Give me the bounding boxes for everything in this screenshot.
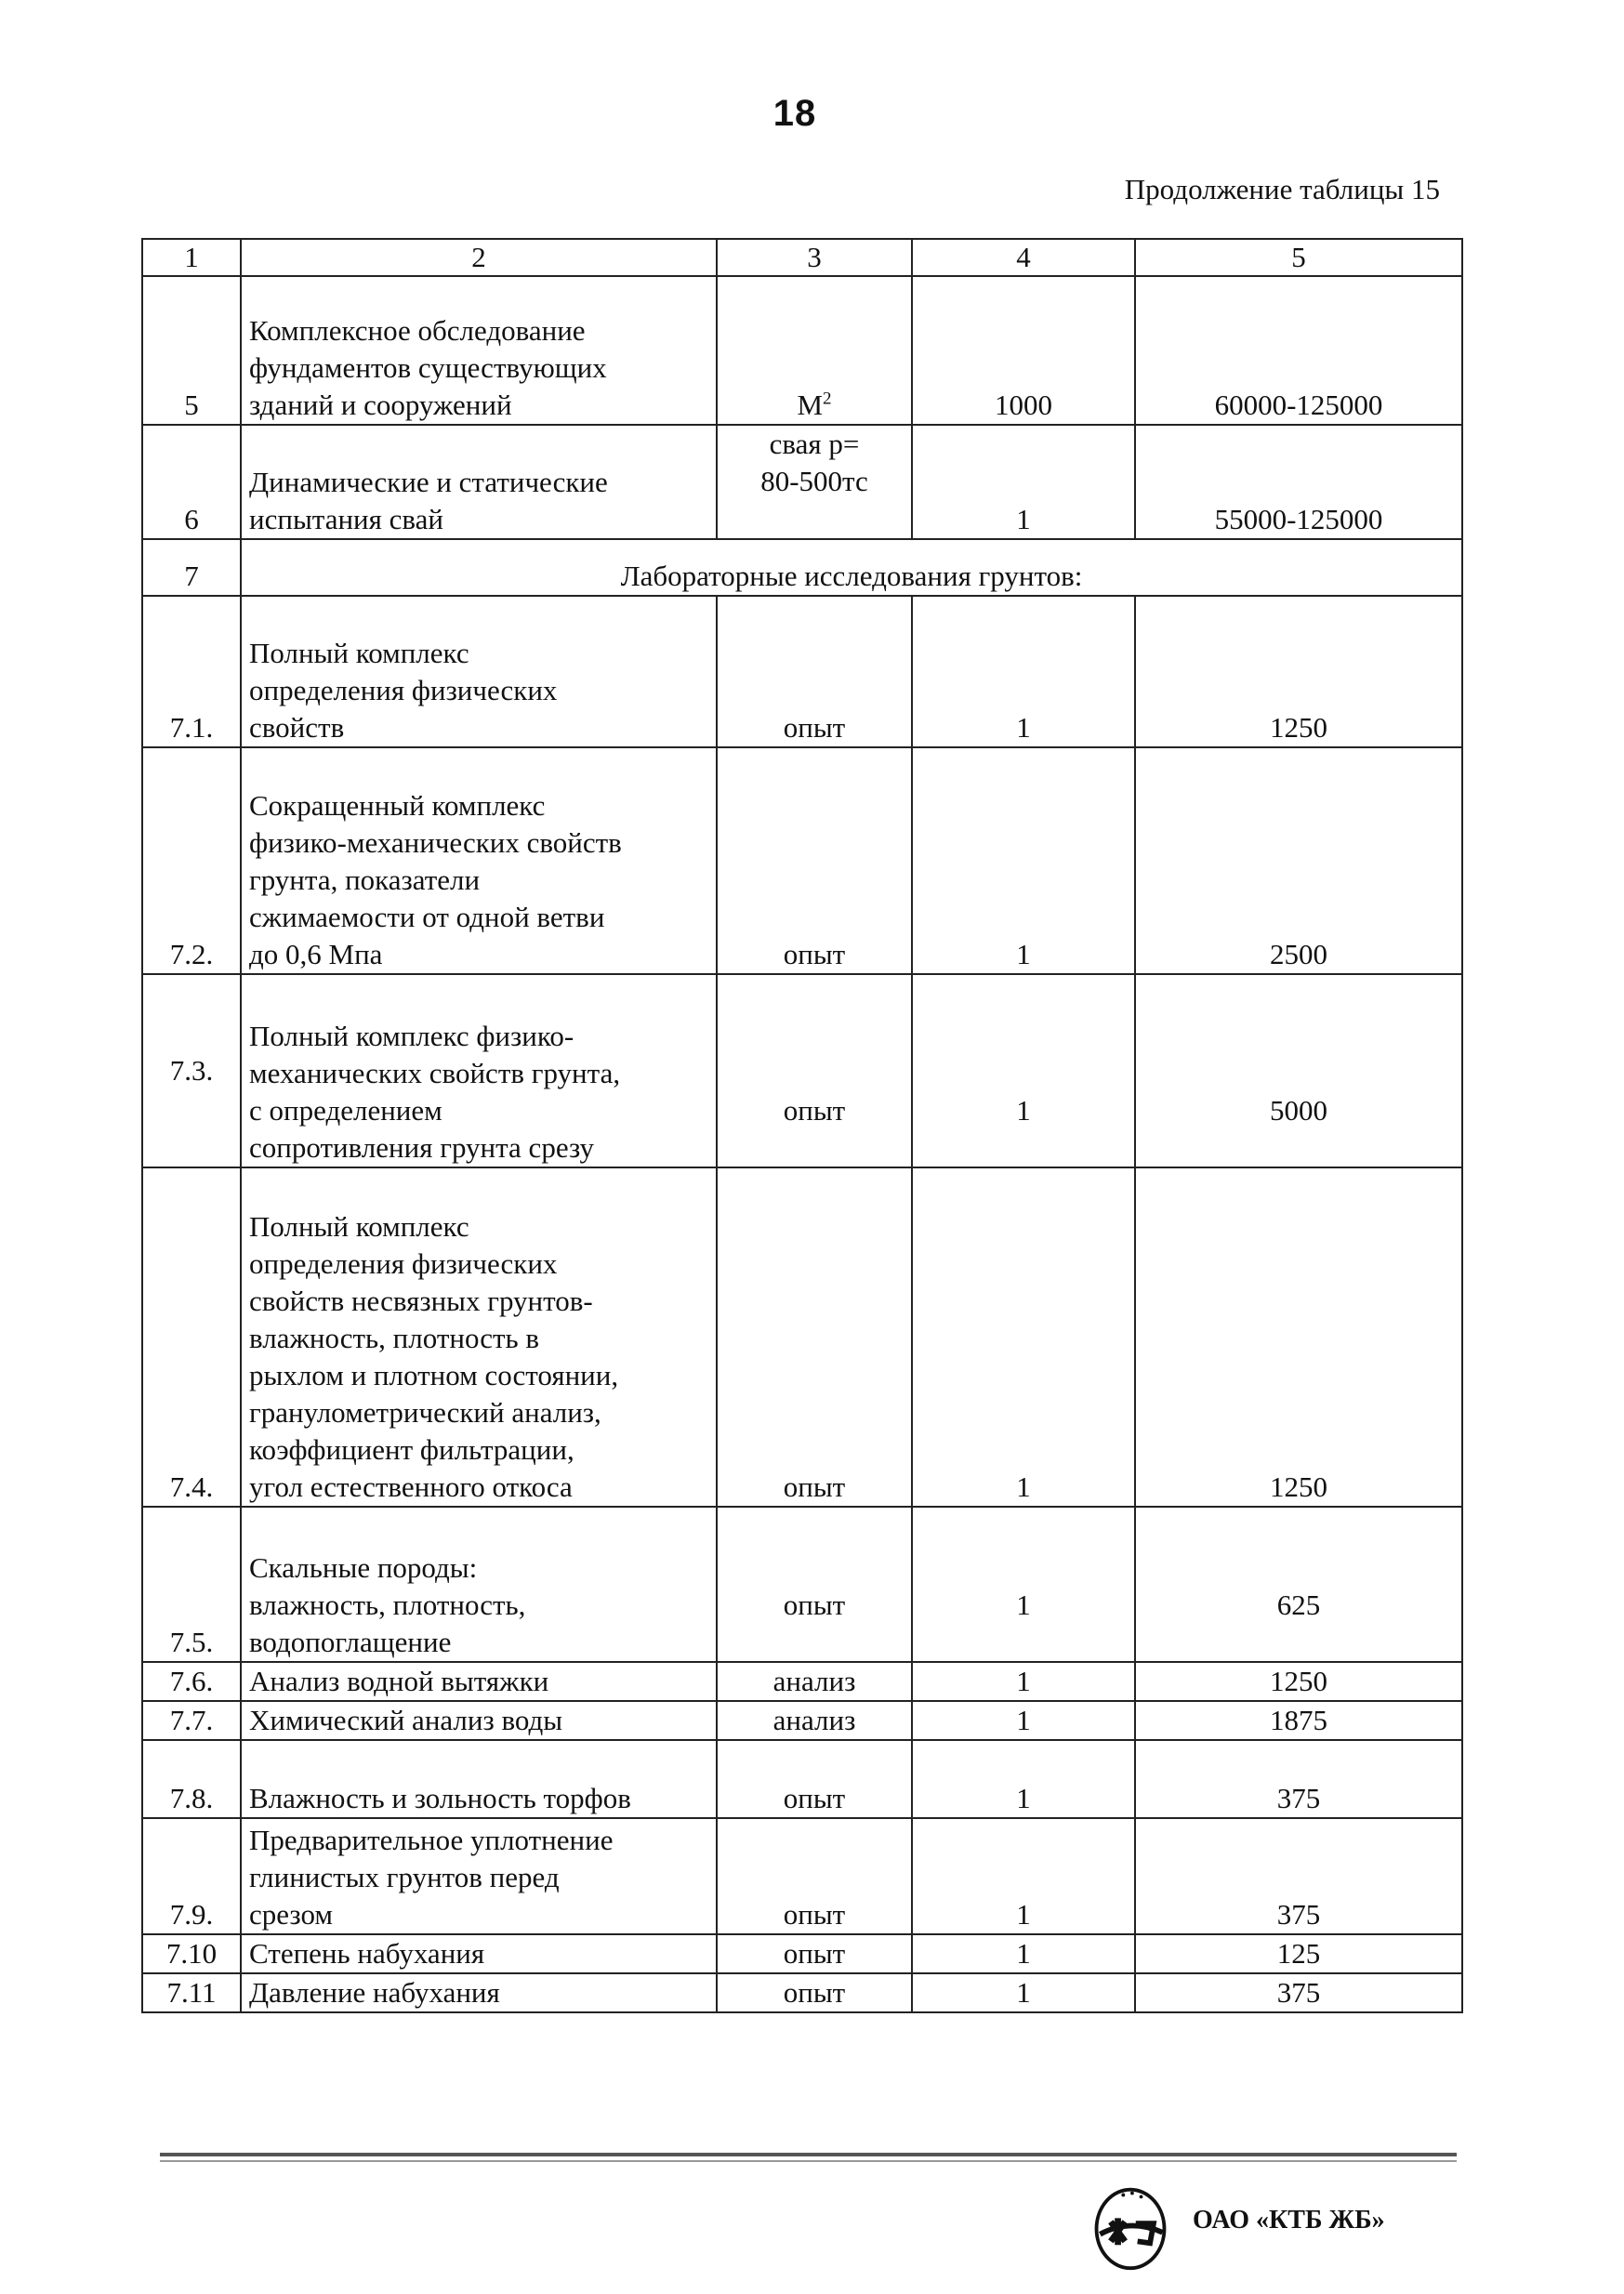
description-line: Сокращенный комплекс — [249, 789, 546, 822]
description-line: Полный комплекс — [249, 1210, 469, 1243]
row-number: 7.11 — [142, 1973, 241, 2012]
price-table — [141, 238, 1463, 2013]
column-header: 5 — [1135, 239, 1462, 276]
work-description — [241, 1934, 717, 1973]
price-cell: 375 — [1135, 1740, 1462, 1818]
price-cell: 125 — [1135, 1934, 1462, 1973]
description-line: влажность, плотность, — [249, 1589, 526, 1621]
table-row — [142, 1973, 1462, 2012]
work-description — [241, 1507, 717, 1662]
work-description — [241, 974, 717, 1167]
unit-cell: опыт — [717, 1934, 912, 1973]
work-description — [241, 1662, 717, 1701]
table-row — [142, 1934, 1462, 1973]
description-line: фундаментов существующих — [249, 351, 607, 384]
description-line: Анализ водной вытяжки — [249, 1665, 549, 1697]
work-description — [241, 1818, 717, 1934]
quantity-cell: 1 — [912, 1167, 1135, 1507]
unit-text: М — [797, 389, 824, 421]
price-cell: 375 — [1135, 1818, 1462, 1934]
work-description — [241, 276, 717, 425]
row-number: 7.2. — [142, 747, 241, 974]
table-row — [142, 596, 1462, 747]
description-line: физико-механических свойств — [249, 826, 622, 859]
table-row — [142, 974, 1462, 1167]
description-line: грунта, показатели — [249, 864, 481, 896]
ktb-zhb-logo-icon — [1086, 2182, 1175, 2272]
quantity-cell: 1 — [912, 1662, 1135, 1701]
table-row — [142, 747, 1462, 974]
description-line: Скальные породы: — [249, 1551, 478, 1584]
footer-divider — [160, 2153, 1457, 2156]
unit-superscript: 2 — [823, 389, 832, 409]
column-header: 2 — [241, 239, 717, 276]
row-number: 6 — [142, 425, 241, 539]
work-description — [241, 1701, 717, 1740]
row-number: 7 — [142, 539, 241, 596]
description-line: до 0,6 Мпа — [249, 938, 383, 970]
unit-line: 80-500тс — [760, 465, 868, 497]
unit-cell: опыт — [717, 596, 912, 747]
description-line: гранулометрический анализ, — [249, 1396, 601, 1429]
page-number: 18 — [772, 93, 817, 134]
work-description — [241, 596, 717, 747]
row-number: 7.5. — [142, 1507, 241, 1662]
table-row — [142, 425, 1462, 539]
price-cell: 2500 — [1135, 747, 1462, 974]
description-line: коэффициент фильтрации, — [249, 1433, 574, 1466]
column-header: 1 — [142, 239, 241, 276]
quantity-cell: 1 — [912, 974, 1135, 1167]
unit-line: свая р= — [769, 428, 860, 460]
work-description — [241, 1973, 717, 2012]
row-number: 7.6. — [142, 1662, 241, 1701]
row-number: 7.9. — [142, 1818, 241, 1934]
description-line: Степень набухания — [249, 1937, 485, 1970]
description-line: сопротивления грунта срезу — [249, 1131, 595, 1164]
row-number: 7.10 — [142, 1934, 241, 1973]
description-line: Предварительное уплотнение — [249, 1824, 614, 1856]
work-description — [241, 425, 717, 539]
description-line: свойств несвязных грунтов- — [249, 1285, 593, 1317]
description-line: Полный комплекс физико- — [249, 1020, 574, 1052]
price-cell: 1250 — [1135, 596, 1462, 747]
description-line: свойств — [249, 711, 345, 744]
description-line: глинистых грунтов перед — [249, 1861, 560, 1893]
unit-cell: опыт — [717, 1973, 912, 2012]
row-number: 5 — [142, 276, 241, 425]
description-line: Динамические и статические — [249, 466, 608, 498]
unit-cell — [717, 276, 912, 425]
description-line: сжимаемости от одной ветви — [249, 901, 605, 933]
description-line: Химический анализ воды — [249, 1704, 563, 1736]
price-cell: 625 — [1135, 1507, 1462, 1662]
column-header: 3 — [717, 239, 912, 276]
description-line: Влажность и зольность торфов — [249, 1782, 631, 1814]
table-row — [142, 1662, 1462, 1701]
description-line: Давление набухания — [249, 1976, 500, 2009]
table-row — [142, 1167, 1462, 1507]
description-line: определения физических — [249, 1247, 558, 1280]
description-line: водопоглащение — [249, 1626, 452, 1658]
quantity-cell: 1 — [912, 1934, 1135, 1973]
price-cell: 55000-125000 — [1135, 425, 1462, 539]
row-number: 7.7. — [142, 1701, 241, 1740]
quantity-cell: 1 — [912, 1740, 1135, 1818]
description-line: зданий и сооружений — [249, 389, 512, 421]
table-row — [142, 1818, 1462, 1934]
section-row — [142, 539, 1462, 596]
work-description — [241, 1740, 717, 1818]
description-line: влажность, плотность в — [249, 1322, 540, 1354]
quantity-cell: 1 — [912, 425, 1135, 539]
description-line: механических свойств грунта, — [249, 1057, 621, 1089]
table-row — [142, 1507, 1462, 1662]
quantity-cell: 1 — [912, 1818, 1135, 1934]
unit-cell: опыт — [717, 1818, 912, 1934]
unit-cell: опыт — [717, 974, 912, 1167]
description-line: испытания свай — [249, 503, 443, 535]
row-number: 7.1. — [142, 596, 241, 747]
row-number: 7.4. — [142, 1167, 241, 1507]
quantity-cell: 1000 — [912, 276, 1135, 425]
price-cell: 375 — [1135, 1973, 1462, 2012]
company-name: ОАО «КТБ ЖБ» — [1193, 2206, 1385, 2235]
unit-cell: опыт — [717, 747, 912, 974]
description-line: угол естественного откоса — [249, 1470, 573, 1503]
unit-cell: опыт — [717, 1740, 912, 1818]
work-description — [241, 747, 717, 974]
table-header-row — [142, 239, 1462, 276]
unit-cell — [717, 425, 912, 539]
quantity-cell: 1 — [912, 1701, 1135, 1740]
unit-cell: опыт — [717, 1507, 912, 1662]
quantity-cell: 1 — [912, 596, 1135, 747]
description-line: Полный комплекс — [249, 637, 469, 669]
table-row — [142, 276, 1462, 425]
table-row — [142, 1701, 1462, 1740]
column-header: 4 — [912, 239, 1135, 276]
row-number: 7.8. — [142, 1740, 241, 1818]
price-cell: 1250 — [1135, 1662, 1462, 1701]
quantity-cell: 1 — [912, 1973, 1135, 2012]
price-cell: 1250 — [1135, 1167, 1462, 1507]
unit-cell: анализ — [717, 1662, 912, 1701]
footer-divider-thin — [160, 2160, 1457, 2162]
price-cell: 60000-125000 — [1135, 276, 1462, 425]
quantity-cell: 1 — [912, 1507, 1135, 1662]
description-line: срезом — [249, 1898, 333, 1931]
price-cell: 5000 — [1135, 974, 1462, 1167]
unit-cell: анализ — [717, 1701, 912, 1740]
table-row — [142, 1740, 1462, 1818]
description-line: определения физических — [249, 674, 558, 706]
table-continuation-label: Продолжение таблицы 15 — [1124, 173, 1440, 205]
unit-cell: опыт — [717, 1167, 912, 1507]
section-title: Лабораторные исследования грунтов: — [241, 539, 1462, 596]
row-number: 7.3. — [142, 974, 241, 1167]
quantity-cell: 1 — [912, 747, 1135, 974]
description-line: с определением — [249, 1094, 442, 1127]
description-line: Комплексное обследование — [249, 314, 586, 347]
price-cell: 1875 — [1135, 1701, 1462, 1740]
description-line: рыхлом и плотном состоянии, — [249, 1359, 619, 1391]
work-description — [241, 1167, 717, 1507]
